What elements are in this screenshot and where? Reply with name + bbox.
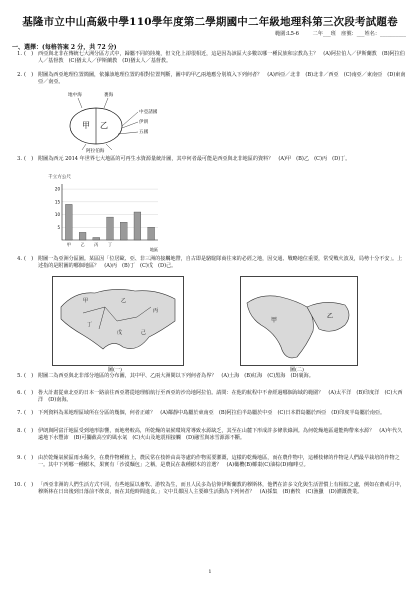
question-2: [12, 72, 406, 85]
callout-label: 地中海: [68, 93, 82, 98]
exam-title: 基隆市立中山高級中學110學年度第二學期國中二年級地理科第三次段考試題卷: [22, 16, 398, 28]
question-text: 由於乾燥氣候區雨水稀少，在農作物種植上，農民常在枝幹由高等處的作物需要灌溉，這樣的乾燥地區，而在農作物中，這種枝條的作物是人們最早栽培的作物之一。其中下列哪一種樹木，果實有「沙漠麵包」之稱，是農民在栽種樹木的首選？ (A)橄欖(B)椰棗(C)油棕(D)咖啡豆。: [38, 455, 400, 468]
question-7: [12, 410, 406, 417]
exam-range: 範圍:L5-6: [275, 31, 299, 37]
region-label-yi: 乙: [100, 121, 108, 130]
question-8: [12, 428, 406, 441]
section-heading: 一、選擇：(每格答案 2 分，共 72 分): [12, 44, 117, 51]
question-number: 4.: [17, 256, 22, 262]
map-label: 甲: [271, 317, 278, 324]
x-tick-label: 丙: [94, 242, 99, 247]
question-number: 8.: [17, 428, 22, 434]
answer-blank[interactable]: ( ): [24, 428, 34, 434]
question-1: [12, 51, 406, 64]
bar: [65, 204, 72, 240]
bar: [148, 227, 155, 240]
callout-label: 伊朗: [139, 120, 149, 125]
exam-meta: [275, 30, 406, 37]
question-text: 魯大計畫從東北亞的日本一路前往西亞將從地理船航行至西亞的沙烏地阿拉伯。請問：在他的航程中不會經過哪個海域的範圍？ (A)太平洋 (B)印度洋 (C)大西洋 (D)南海。: [38, 390, 403, 403]
map-label: 乙: [327, 313, 334, 320]
y-axis-unit: 千立方公尺: [48, 175, 71, 180]
question-text: 「西亞非洲的人們生活方式不同，有些地區以畜牧、游牧為生，而且人民多為信仰伊斯蘭教的穆斯林，他們在許多文化與生活習慣上有相似之處，例如在齋戒月中，穆斯林在日出後到日落前不飲食，而在其他時間進食。」文中貝都因人主要維生活動為下列何者？ (A)採集 (B)畜牧 (C)漁獵 (D)灌溉農業。: [38, 482, 405, 495]
callout-label: 五國: [139, 130, 149, 135]
question-5: [12, 373, 406, 380]
figure-caption: 圖(二): [290, 367, 304, 373]
answer-blank[interactable]: ( ): [24, 455, 34, 461]
callout-label: 中亞諸國: [139, 110, 158, 115]
question-number: 7.: [17, 410, 22, 416]
map-label: 丁: [87, 322, 93, 328]
question-text: 附圖二為西亞與北非部分地區的分布圖，其中甲、乙兩大洲間以下列何者為界？ (A)土海 (B)紅海 (C)黑海 (D)裏海。: [38, 373, 314, 379]
map-figure-2: [240, 276, 358, 366]
question-number: 5.: [17, 373, 22, 379]
bar: [134, 212, 141, 240]
answer-blank[interactable]: ( ): [24, 256, 34, 262]
question-text: 伊朗與阿富汗地區受到地形影響，而地勢較高，所乾燥的氣候環境常導致水源缺乏，其至在山麓下形成許多條狀綠洲。為何乾燥地區還能夠帶來水源？ (A)年代久遠地下水豐沛 (B)可攔截高空的風水氣 (C)火山及地震相接觸 (D)融雪與冰雪源源不斷。: [38, 428, 403, 441]
map-label: 乙: [121, 298, 127, 304]
callout-label: 裏海: [104, 93, 114, 98]
x-axis-label: 地區: [150, 247, 158, 252]
question-3: [12, 156, 406, 163]
answer-blank[interactable]: ( ): [24, 156, 34, 162]
question-text: 下列資料為某地理區域所在分區的幾個，何者正確？ (A)鄰靜中島屬於東南亞 (B)阿拉伯半島屬於中亞 (C)日本群島屬於西亞 (D)印度半島屬於南亞。: [38, 410, 386, 416]
answer-blank[interactable]: ( ): [24, 51, 34, 57]
question-10: [12, 482, 406, 495]
answer-blank[interactable]: ( ): [24, 390, 34, 396]
x-tick-label: 甲: [66, 242, 71, 247]
answer-blank[interactable]: ( ): [24, 72, 34, 78]
y-tick-label: 15: [54, 199, 60, 205]
y-tick-label: 5: [57, 224, 60, 230]
chart-canvas: [48, 174, 168, 252]
question-text: 西亞與北非在傳統七大洲分區方式中，歸屬不同的陸塊，但文化上卻很相近，這是因為該區大多數以哪一種民族和宗教為主？ (A)阿拉伯人／伊斯蘭教 (B)阿拉伯人／基督教 (C)猶太人／伊斯蘭教 (D)猶太人／基督教。: [38, 51, 405, 64]
bar: [79, 232, 86, 240]
question-6: [12, 390, 406, 403]
bar: [120, 222, 127, 240]
figure-caption: 圖(一): [108, 367, 122, 373]
y-tick-label: 10: [54, 212, 60, 218]
map-label: 戊: [117, 330, 123, 336]
map-label: 丙: [153, 308, 159, 314]
question-text: 附圖一為亞洲分區圖。某區因「位居歐、亞、非三洲的接觸地帶，自古即是駱駝隊商往來的必經之地，因交通、戰略地位重要，常受戰火波及，局勢十分不安」。上述指的是附圖的哪個地區？ (A)丙 (B)丁 (C)戊 (D)己。: [38, 256, 403, 269]
q2-location-figure: [56, 92, 166, 154]
student-fields: 二年___班 座號：___姓名：__________: [312, 31, 406, 37]
callout-label: 阿拉伯海: [86, 149, 105, 154]
question-number: 10.: [13, 482, 22, 488]
question-text: 附圖為西亞地理位置簡圖，依據該地理位置的相對位置判斷，圖中的甲乙兩地應分別填入下列何者？ (A)西亞／北非 (B)北非／西亞 (C)南亞／東南亞 (D)東南亞／南亞。: [38, 72, 406, 85]
question-4: [12, 256, 406, 269]
answer-blank[interactable]: ( ): [24, 410, 34, 416]
answer-blank[interactable]: ( ): [24, 373, 34, 379]
answer-blank[interactable]: ( ): [24, 482, 34, 488]
bar: [93, 237, 100, 240]
bar: [107, 217, 114, 240]
question-number: 1.: [17, 51, 22, 57]
map-label: 己: [141, 330, 147, 336]
x-tick-label: 乙: [80, 242, 85, 247]
question-number: 6.: [17, 390, 22, 396]
page-number: 1: [208, 569, 212, 575]
region-label-jia: 甲: [82, 121, 90, 130]
q3-bar-chart: [48, 174, 168, 252]
map-label: 甲: [83, 298, 89, 304]
question-number: 2.: [17, 72, 22, 78]
question-number: 9.: [17, 455, 22, 461]
map-figure-1: [52, 276, 184, 366]
question-9: [12, 455, 406, 468]
question-text: 附圖為西元 2014 年世界七大地區的可再生水資源量統計圖，其中何者最可能是西亞與北非地區的資料？ (A)甲 (B)乙 (C)丙 (D)丁。: [38, 156, 351, 162]
question-number: 3.: [17, 156, 22, 162]
x-tick-label: 丁: [108, 242, 112, 247]
y-tick-label: 20: [54, 186, 60, 192]
